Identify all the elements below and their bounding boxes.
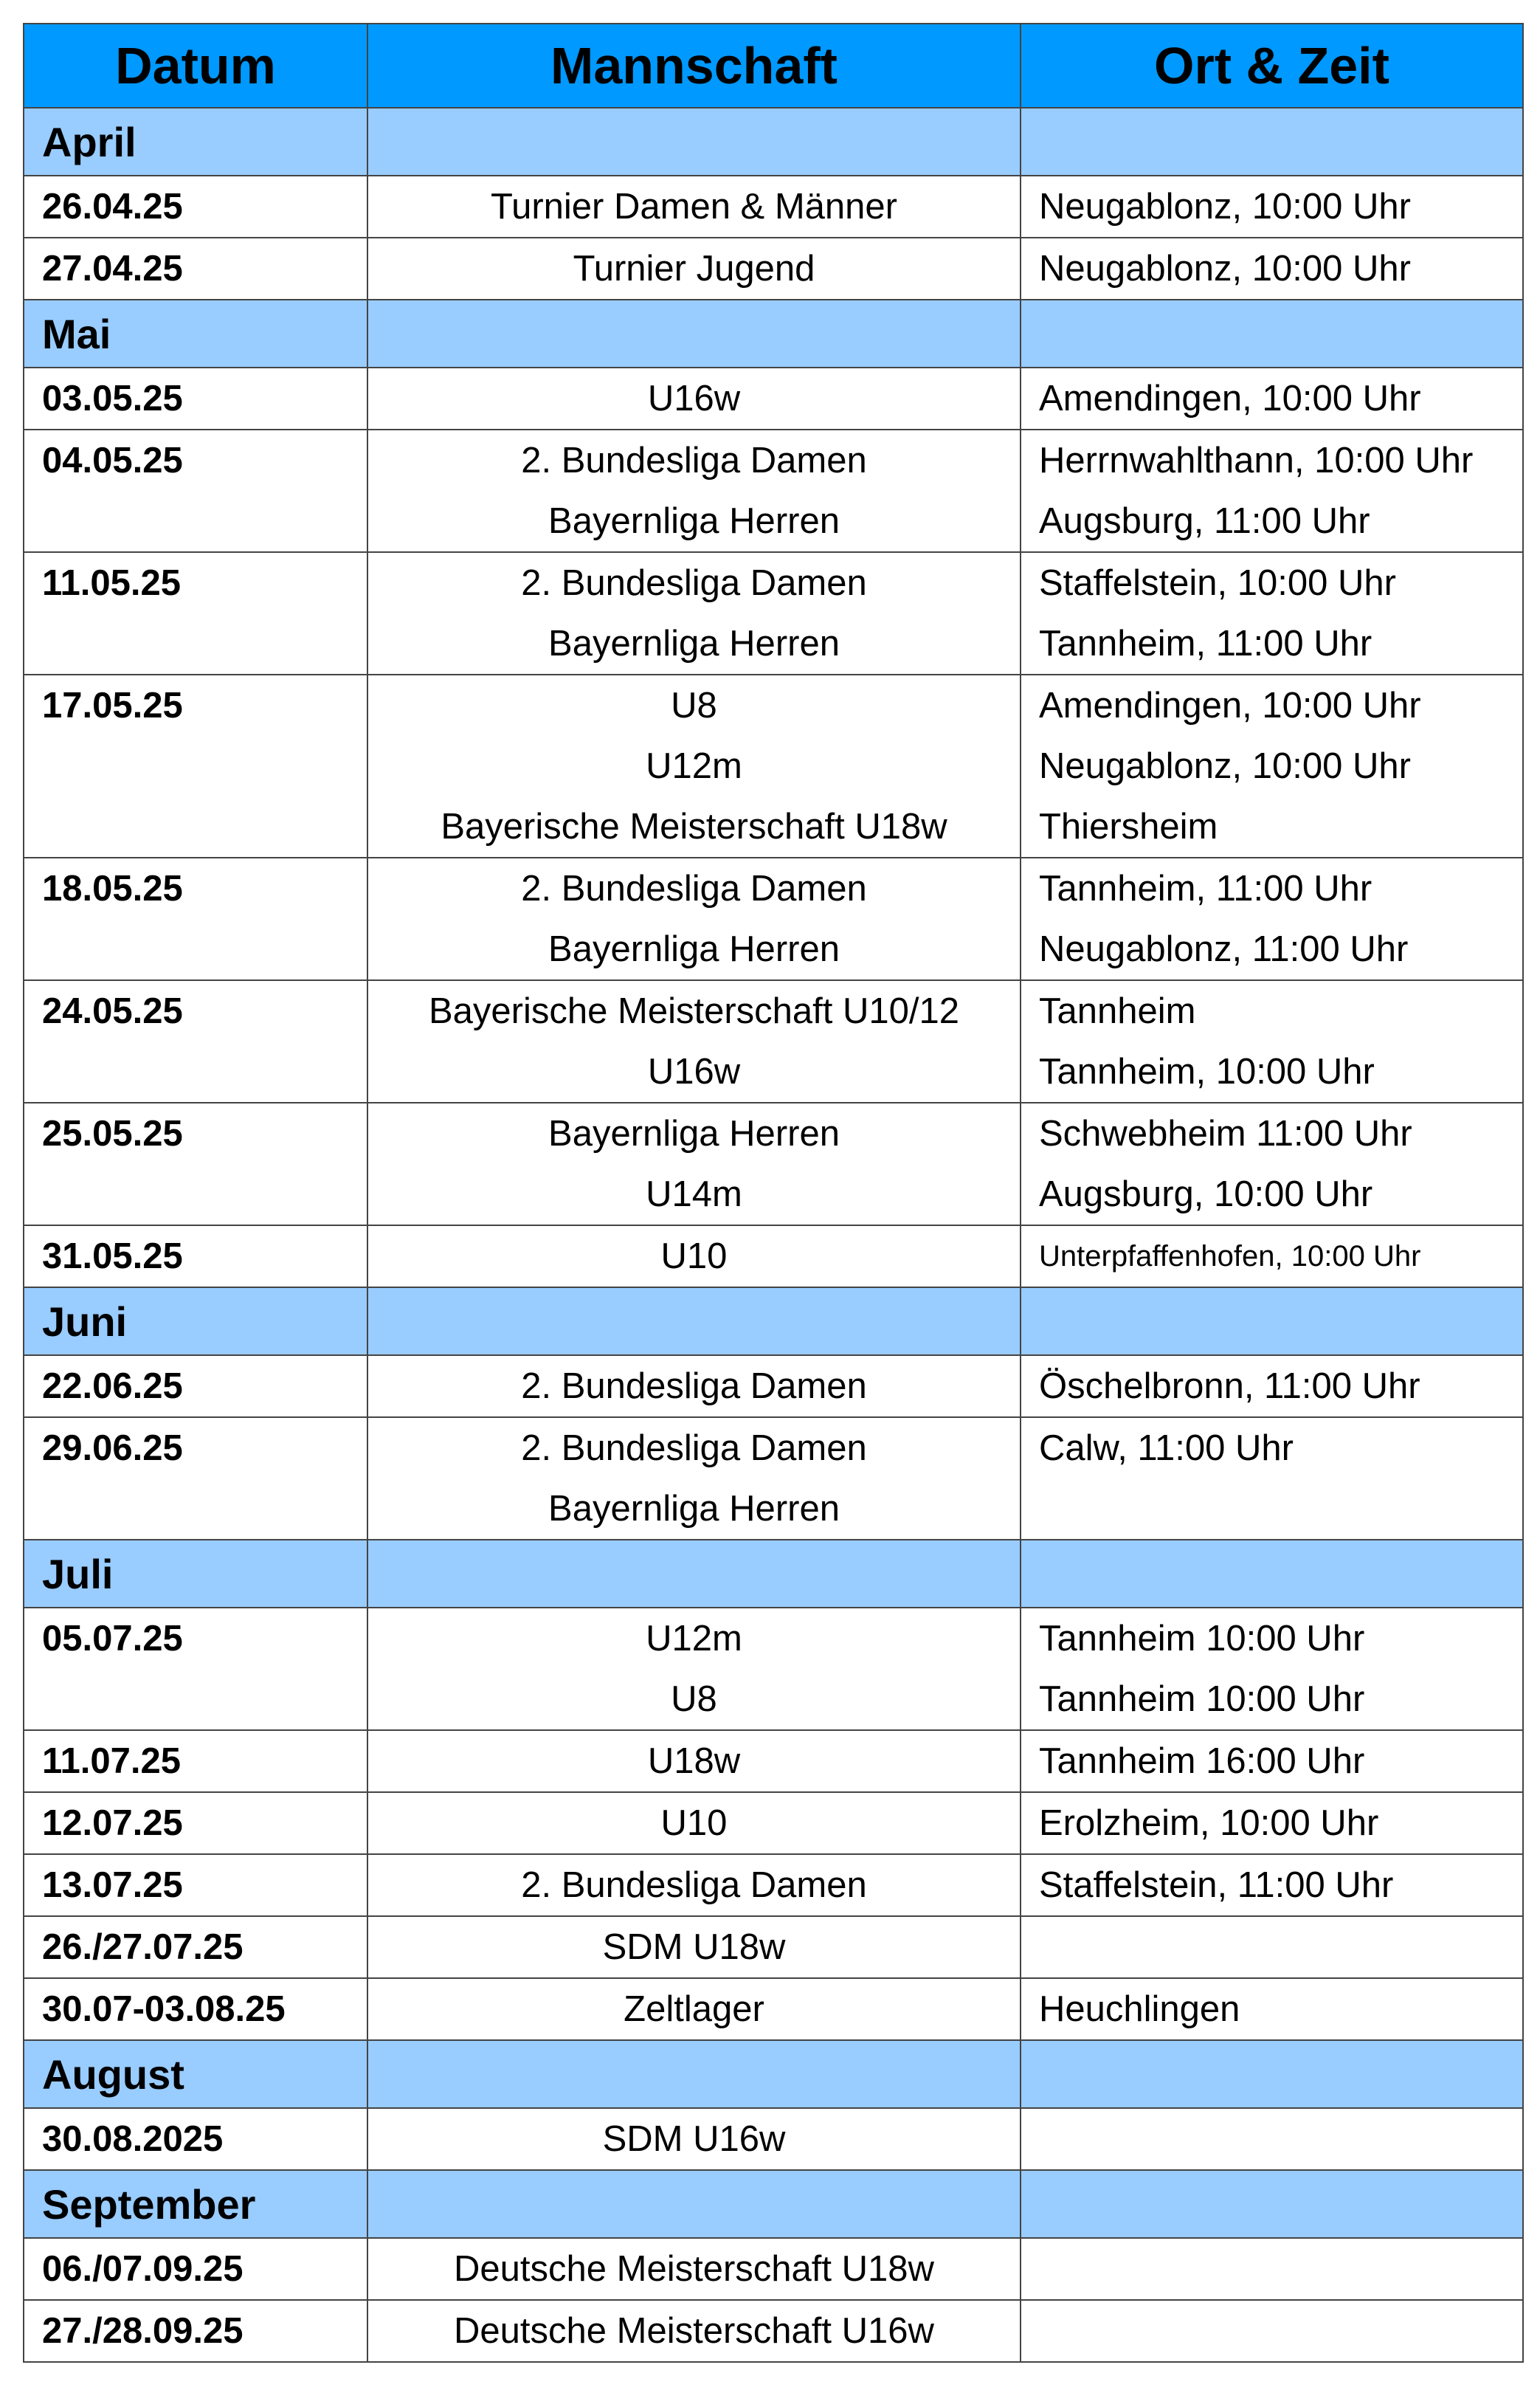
- table-row: [24, 1608, 1523, 1730]
- month-blank-cell: [367, 2040, 1021, 2108]
- date-cell: 30.07-03.08.25: [24, 1978, 367, 2040]
- team-name: Deutsche Meisterschaft U16w: [454, 2311, 934, 2351]
- team-cell: [367, 1978, 1021, 2040]
- team-cell: [367, 1792, 1021, 1854]
- schedule-body: [24, 108, 1523, 2362]
- team-name: Turnier Jugend: [573, 249, 815, 289]
- header-ort-zeit: Ort & Zeit: [1021, 24, 1523, 108]
- team-name: 2. Bundesliga Damen: [521, 563, 867, 603]
- month-blank-cell: [367, 1540, 1021, 1608]
- place-time: Neugablonz, 10:00 Uhr: [1039, 746, 1411, 786]
- place-time: Unterpfaffenhofen, 10:00 Uhr: [1039, 1240, 1421, 1273]
- place-time: Calw, 11:00 Uhr: [1039, 1428, 1294, 1468]
- place-time: Tannheim, 10:00 Uhr: [1039, 1052, 1375, 1092]
- place-time: Herrnwahlthann, 10:00 Uhr: [1039, 441, 1474, 481]
- place-time: Thiersheim: [1039, 807, 1218, 847]
- table-row: [24, 176, 1523, 238]
- table-row: [24, 1225, 1523, 1287]
- month-blank-cell: [1021, 300, 1523, 368]
- month-row: [24, 1287, 1523, 1355]
- place-cell: [1021, 176, 1523, 238]
- place-time: Tannheim, 11:00 Uhr: [1039, 624, 1372, 664]
- date-cell: 04.05.25: [24, 430, 367, 552]
- place-time: Erolzheim, 10:00 Uhr: [1039, 1803, 1379, 1843]
- month-blank-cell: [367, 300, 1021, 368]
- place-cell: [1021, 552, 1523, 675]
- table-row: [24, 552, 1523, 675]
- place-time: Amendingen, 10:00 Uhr: [1039, 379, 1421, 419]
- schedule-table: [23, 23, 1524, 2363]
- month-label: September: [24, 2170, 367, 2238]
- table-row: [24, 1103, 1523, 1225]
- place-time: Neugablonz, 11:00 Uhr: [1039, 929, 1409, 969]
- place-time: Öschelbronn, 11:00 Uhr: [1039, 1366, 1420, 1406]
- place-cell: [1021, 858, 1523, 980]
- date-cell: 05.07.25: [24, 1608, 367, 1730]
- month-label: April: [24, 108, 367, 176]
- month-label: Mai: [24, 300, 367, 368]
- team-name: SDM U18w: [602, 1927, 786, 1967]
- month-label: August: [24, 2040, 367, 2108]
- place-cell: [1021, 1355, 1523, 1417]
- place-cell: [1021, 675, 1523, 858]
- team-name: U12m: [646, 746, 742, 786]
- team-name: U14m: [646, 1174, 742, 1214]
- table-row: [24, 430, 1523, 552]
- place-time: Staffelstein, 11:00 Uhr: [1039, 1865, 1394, 1905]
- date-cell: 06./07.09.25: [24, 2238, 367, 2300]
- table-row: [24, 1355, 1523, 1417]
- place-cell: [1021, 238, 1523, 300]
- team-cell: [367, 2238, 1021, 2300]
- date-cell: 27.04.25: [24, 238, 367, 300]
- place-cell: [1021, 1730, 1523, 1792]
- team-name: U10: [660, 1236, 728, 1276]
- team-name: Bayernliga Herren: [548, 501, 840, 541]
- team-cell: [367, 675, 1021, 858]
- team-name: Deutsche Meisterschaft U18w: [454, 2249, 934, 2289]
- team-name: Bayernliga Herren: [548, 624, 840, 664]
- date-cell: 31.05.25: [24, 1225, 367, 1287]
- table-row: [24, 1730, 1523, 1792]
- team-cell: [367, 176, 1021, 238]
- month-blank-cell: [367, 108, 1021, 176]
- team-name: 2. Bundesliga Damen: [521, 869, 867, 909]
- team-name: Zeltlager: [624, 1989, 764, 2029]
- team-name: Bayerische Meisterschaft U18w: [441, 807, 947, 847]
- place-time: Schwebheim 11:00 Uhr: [1039, 1114, 1412, 1154]
- date-cell: 13.07.25: [24, 1854, 367, 1916]
- team-name: Bayernliga Herren: [548, 929, 840, 969]
- table-row: [24, 675, 1523, 858]
- team-name: U18w: [647, 1741, 741, 1781]
- month-row: [24, 2040, 1523, 2108]
- team-cell: [367, 2300, 1021, 2362]
- date-cell: 03.05.25: [24, 368, 367, 430]
- place-cell: [1021, 1225, 1523, 1287]
- place-time: Augsburg, 10:00 Uhr: [1039, 1174, 1373, 1214]
- place-cell: [1021, 430, 1523, 552]
- place-cell: [1021, 2238, 1523, 2300]
- place-cell: [1021, 1792, 1523, 1854]
- table-row: [24, 2238, 1523, 2300]
- team-name: U8: [671, 686, 717, 726]
- month-blank-cell: [1021, 2170, 1523, 2238]
- month-blank-cell: [1021, 1540, 1523, 1608]
- date-cell: 30.08.2025: [24, 2108, 367, 2170]
- table-row: [24, 858, 1523, 980]
- place-time: Tannheim 16:00 Uhr: [1039, 1741, 1365, 1781]
- place-cell: [1021, 1417, 1523, 1540]
- team-name: 2. Bundesliga Damen: [521, 1865, 867, 1905]
- place-cell: [1021, 1978, 1523, 2040]
- team-cell: [367, 1417, 1021, 1540]
- place-time: Amendingen, 10:00 Uhr: [1039, 686, 1421, 726]
- place-cell: [1021, 2108, 1523, 2170]
- team-cell: [367, 1608, 1021, 1730]
- table-row: [24, 1854, 1523, 1916]
- team-cell: [367, 1854, 1021, 1916]
- header-row: [24, 24, 1523, 108]
- header-mannschaft: Mannschaft: [367, 24, 1021, 108]
- table-row: [24, 2108, 1523, 2170]
- team-name: U10: [660, 1803, 728, 1843]
- date-cell: 27./28.09.25: [24, 2300, 367, 2362]
- team-name: 2. Bundesliga Damen: [521, 1366, 867, 1406]
- team-cell: [367, 1225, 1021, 1287]
- team-cell: [367, 1103, 1021, 1225]
- date-cell: 22.06.25: [24, 1355, 367, 1417]
- header-datum: Datum: [24, 24, 367, 108]
- date-cell: 11.07.25: [24, 1730, 367, 1792]
- table-row: [24, 1792, 1523, 1854]
- team-name: Turnier Damen & Männer: [490, 187, 897, 227]
- month-row: [24, 300, 1523, 368]
- team-cell: [367, 980, 1021, 1103]
- place-time: Tannheim, 11:00 Uhr: [1039, 869, 1372, 909]
- month-label: Juni: [24, 1287, 367, 1355]
- month-row: [24, 108, 1523, 176]
- month-blank-cell: [367, 1287, 1021, 1355]
- place-time: Staffelstein, 10:00 Uhr: [1039, 563, 1396, 603]
- place-cell: [1021, 1103, 1523, 1225]
- place-time: Augsburg, 11:00 Uhr: [1039, 501, 1370, 541]
- team-name: 2. Bundesliga Damen: [521, 1428, 867, 1468]
- place-time: Neugablonz, 10:00 Uhr: [1039, 249, 1411, 289]
- team-cell: [367, 430, 1021, 552]
- place-time: Tannheim 10:00 Uhr: [1039, 1619, 1365, 1659]
- place-cell: [1021, 1608, 1523, 1730]
- team-cell: [367, 1730, 1021, 1792]
- month-row: [24, 2170, 1523, 2238]
- month-blank-cell: [1021, 2040, 1523, 2108]
- team-cell: [367, 858, 1021, 980]
- table-row: [24, 2300, 1523, 2362]
- team-name: U8: [671, 1679, 717, 1719]
- team-name: U16w: [647, 379, 741, 419]
- month-blank-cell: [1021, 1287, 1523, 1355]
- team-name: Bayernliga Herren: [548, 1489, 840, 1529]
- team-cell: [367, 552, 1021, 675]
- place-cell: [1021, 1854, 1523, 1916]
- date-cell: 18.05.25: [24, 858, 367, 980]
- date-cell: 29.06.25: [24, 1417, 367, 1540]
- place-cell: [1021, 980, 1523, 1103]
- table-row: [24, 1417, 1523, 1540]
- place-time: Tannheim 10:00 Uhr: [1039, 1679, 1365, 1719]
- date-cell: 25.05.25: [24, 1103, 367, 1225]
- team-name: Bayernliga Herren: [548, 1114, 840, 1154]
- table-row: [24, 1978, 1523, 2040]
- place-cell: [1021, 1916, 1523, 1978]
- date-cell: 26.04.25: [24, 176, 367, 238]
- team-name: 2. Bundesliga Damen: [521, 441, 867, 481]
- place-cell: [1021, 368, 1523, 430]
- date-cell: 26./27.07.25: [24, 1916, 367, 1978]
- month-blank-cell: [367, 2170, 1021, 2238]
- schedule-sheet: [23, 23, 1522, 2363]
- place-time: Neugablonz, 10:00 Uhr: [1039, 187, 1411, 227]
- date-cell: 24.05.25: [24, 980, 367, 1103]
- month-label: Juli: [24, 1540, 367, 1608]
- date-cell: 12.07.25: [24, 1792, 367, 1854]
- month-row: [24, 1540, 1523, 1608]
- team-cell: [367, 1355, 1021, 1417]
- table-row: [24, 368, 1523, 430]
- table-row: [24, 980, 1523, 1103]
- place-time: Tannheim: [1039, 991, 1196, 1031]
- month-blank-cell: [1021, 108, 1523, 176]
- place-cell: [1021, 2300, 1523, 2362]
- team-cell: [367, 238, 1021, 300]
- team-name: U12m: [646, 1619, 742, 1659]
- place-time: Heuchlingen: [1039, 1989, 1240, 2029]
- table-row: [24, 1916, 1523, 1978]
- date-cell: 11.05.25: [24, 552, 367, 675]
- team-cell: [367, 2108, 1021, 2170]
- table-row: [24, 238, 1523, 300]
- team-name: SDM U16w: [602, 2119, 786, 2159]
- date-cell: 17.05.25: [24, 675, 367, 858]
- team-cell: [367, 1916, 1021, 1978]
- team-cell: [367, 368, 1021, 430]
- team-name: U16w: [647, 1052, 741, 1092]
- team-name: Bayerische Meisterschaft U10/12: [429, 991, 959, 1031]
